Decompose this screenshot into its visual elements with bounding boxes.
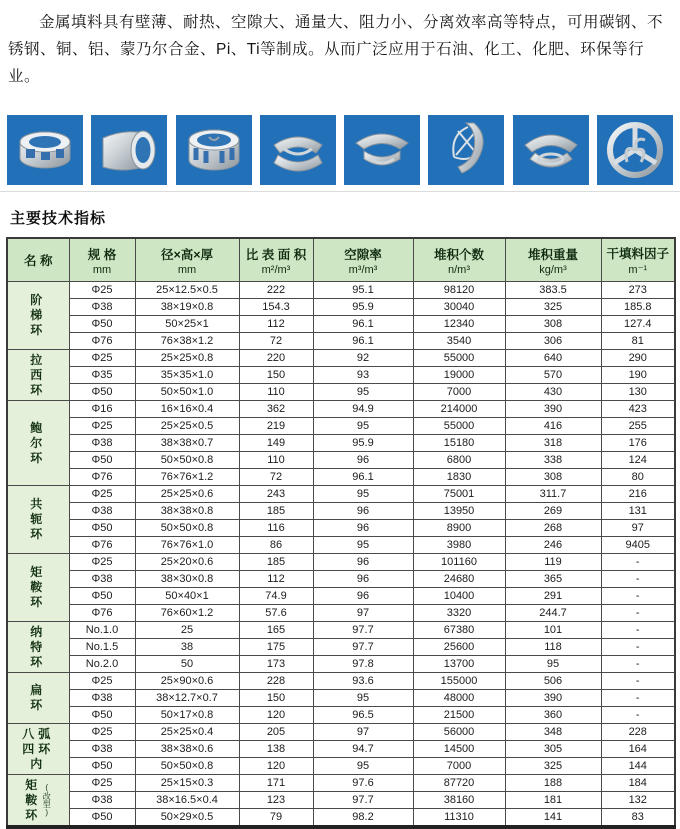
cell: 570 xyxy=(505,367,601,384)
cell: 268 xyxy=(505,520,601,537)
cell: 50×17×0.8 xyxy=(135,707,239,724)
cell: No.2.0 xyxy=(69,656,135,673)
cell: Φ25 xyxy=(69,418,135,435)
table-row xyxy=(7,401,675,418)
cell: 219 xyxy=(239,418,313,435)
table-row xyxy=(7,554,675,571)
cell: 83 xyxy=(601,809,675,828)
cell: 97.7 xyxy=(313,622,413,639)
cell: 25×90×0.6 xyxy=(135,673,239,690)
cell: 94.7 xyxy=(313,741,413,758)
cell: 12340 xyxy=(413,316,505,333)
cell: 25×25×0.6 xyxy=(135,486,239,503)
table-row xyxy=(7,741,675,758)
cell: 97.8 xyxy=(313,656,413,673)
cell: Φ25 xyxy=(69,673,135,690)
cell: 291 xyxy=(505,588,601,605)
cell: Φ50 xyxy=(69,588,135,605)
cell: Φ50 xyxy=(69,707,135,724)
cell: 155000 xyxy=(413,673,505,690)
cell: 93.6 xyxy=(313,673,413,690)
cell: 25×12.5×0.5 xyxy=(135,282,239,299)
pall-ring-photo xyxy=(176,115,252,185)
cell: 50 xyxy=(135,656,239,673)
cell: 390 xyxy=(505,401,601,418)
cell: 430 xyxy=(505,384,601,401)
cell: 10400 xyxy=(413,588,505,605)
cell: 50×50×1.0 xyxy=(135,384,239,401)
cell: 338 xyxy=(505,452,601,469)
cell: 8900 xyxy=(413,520,505,537)
group-name: 鲍 尔 环 xyxy=(7,401,69,486)
cell: 96 xyxy=(313,554,413,571)
cell: 96 xyxy=(313,588,413,605)
cell: Φ38 xyxy=(69,503,135,520)
cell: 255 xyxy=(601,418,675,435)
table-row xyxy=(7,792,675,809)
cell: 87720 xyxy=(413,775,505,792)
cell: 7000 xyxy=(413,758,505,775)
cell: 365 xyxy=(505,571,601,588)
cell: Φ38 xyxy=(69,741,135,758)
cell: 220 xyxy=(239,350,313,367)
cell: 76×76×1.2 xyxy=(135,469,239,486)
table-row xyxy=(7,571,675,588)
cell: 50×29×0.5 xyxy=(135,809,239,828)
cell: Φ25 xyxy=(69,554,135,571)
cell: 119 xyxy=(505,554,601,571)
cell: 50×50×0.8 xyxy=(135,758,239,775)
cell: 416 xyxy=(505,418,601,435)
cell: 75001 xyxy=(413,486,505,503)
cell: 57.6 xyxy=(239,605,313,622)
cell: 79 xyxy=(239,809,313,828)
cell: 76×60×1.2 xyxy=(135,605,239,622)
cell: 95 xyxy=(313,486,413,503)
cell: Φ76 xyxy=(69,469,135,486)
cell: 216 xyxy=(601,486,675,503)
spec-table xyxy=(6,237,676,829)
cell: 50×40×1 xyxy=(135,588,239,605)
cell: 55000 xyxy=(413,418,505,435)
cell: 98120 xyxy=(413,282,505,299)
cell: Φ16 xyxy=(69,401,135,418)
cell: 127.4 xyxy=(601,316,675,333)
table-row xyxy=(7,639,675,656)
group-name: 八弧 四环 内 xyxy=(7,724,69,775)
cell: 96.1 xyxy=(313,469,413,486)
cell: 93 xyxy=(313,367,413,384)
raschig-ring-icon xyxy=(91,115,167,185)
cell: 176 xyxy=(601,435,675,452)
cell: 96 xyxy=(313,503,413,520)
cell: - xyxy=(601,554,675,571)
cell: 101 xyxy=(505,622,601,639)
cell: 185.8 xyxy=(601,299,675,316)
cell: 81 xyxy=(601,333,675,350)
cell: Φ50 xyxy=(69,809,135,828)
cell: Φ25 xyxy=(69,724,135,741)
section-title: 主要技术指标 xyxy=(10,210,107,227)
table-row xyxy=(7,622,675,639)
cell: 25×25×0.5 xyxy=(135,418,239,435)
inner-arc-ring-icon xyxy=(260,115,336,185)
cell: Φ50 xyxy=(69,520,135,537)
cell: 188 xyxy=(505,775,601,792)
cell: 74.9 xyxy=(239,588,313,605)
cell: Φ50 xyxy=(69,452,135,469)
cell: 11310 xyxy=(413,809,505,828)
column-header: 堆积个数 n/m³ xyxy=(413,238,505,282)
cell: 154.3 xyxy=(239,299,313,316)
cell: 38×19×0.8 xyxy=(135,299,239,316)
cell: Φ25 xyxy=(69,282,135,299)
cell: 243 xyxy=(239,486,313,503)
table-row xyxy=(7,435,675,452)
cell: 97.7 xyxy=(313,792,413,809)
cell: 318 xyxy=(505,435,601,452)
cell: 3540 xyxy=(413,333,505,350)
cell: 112 xyxy=(239,571,313,588)
cell: 228 xyxy=(601,724,675,741)
cell: 123 xyxy=(239,792,313,809)
cell: - xyxy=(601,707,675,724)
table-body xyxy=(7,282,675,828)
cell: 95 xyxy=(313,418,413,435)
cell: No.1.5 xyxy=(69,639,135,656)
tri-lobe-ring-photo xyxy=(597,115,673,185)
cell: 120 xyxy=(239,758,313,775)
intro-paragraph: 金属填料具有壁薄、耐热、空隙大、通量大、阻力小、分离效率高等特点，可用碳钢、不锈钢、铜、铝、蒙乃尔合金、Pi、Ti等制成。从而广泛应用于石油、化工、化肥、环保等行业。 xyxy=(8,14,664,85)
cell: 141 xyxy=(505,809,601,828)
cell: 306 xyxy=(505,333,601,350)
cell: Φ25 xyxy=(69,486,135,503)
cell: 362 xyxy=(239,401,313,418)
cell: 181 xyxy=(505,792,601,809)
cell: 16×16×0.4 xyxy=(135,401,239,418)
cell: 185 xyxy=(239,503,313,520)
cell: - xyxy=(601,622,675,639)
group-name: 共 轭 环 xyxy=(7,486,69,554)
cell: No.1.0 xyxy=(69,622,135,639)
group-name: 纳 特 环 xyxy=(7,622,69,673)
cell: 95 xyxy=(505,656,601,673)
cell: 112 xyxy=(239,316,313,333)
cell: 290 xyxy=(601,350,675,367)
cell: Φ50 xyxy=(69,758,135,775)
cell: 311.7 xyxy=(505,486,601,503)
raschig-ring-photo xyxy=(91,115,167,185)
group-annotation: (改型) xyxy=(42,783,52,817)
table-row xyxy=(7,452,675,469)
conjugate-ring-photo xyxy=(344,115,420,185)
cell: 76×38×1.2 xyxy=(135,333,239,350)
pall-ring-icon xyxy=(176,115,252,185)
table-row xyxy=(7,673,675,690)
column-header: 名 称 xyxy=(7,238,69,282)
cell: 13950 xyxy=(413,503,505,520)
table-row xyxy=(7,809,675,828)
cell: 30040 xyxy=(413,299,505,316)
cell: 390 xyxy=(505,690,601,707)
cell: 3980 xyxy=(413,537,505,554)
cell: 118 xyxy=(505,639,601,656)
cell: 50×25×1 xyxy=(135,316,239,333)
cell: 92 xyxy=(313,350,413,367)
cell: Φ50 xyxy=(69,384,135,401)
cell: 150 xyxy=(239,367,313,384)
cell: 25×20×0.6 xyxy=(135,554,239,571)
table-row xyxy=(7,690,675,707)
cell: 96.5 xyxy=(313,707,413,724)
cell: 506 xyxy=(505,673,601,690)
cell: 308 xyxy=(505,469,601,486)
cell: Φ38 xyxy=(69,299,135,316)
cell: 640 xyxy=(505,350,601,367)
conjugate-ring-icon xyxy=(344,115,420,185)
group-name: 阶 梯 环 xyxy=(7,282,69,350)
cell: - xyxy=(601,588,675,605)
cell: 120 xyxy=(239,707,313,724)
table-row xyxy=(7,656,675,673)
section-divider xyxy=(0,191,680,192)
cell: 48000 xyxy=(413,690,505,707)
cell: 360 xyxy=(505,707,601,724)
cell: - xyxy=(601,605,675,622)
cell: 144 xyxy=(601,758,675,775)
cell: 124 xyxy=(601,452,675,469)
cell: 97.7 xyxy=(313,639,413,656)
cell: 15180 xyxy=(413,435,505,452)
cell: Φ38 xyxy=(69,571,135,588)
table-row xyxy=(7,384,675,401)
cell: Φ76 xyxy=(69,537,135,554)
cell: 95 xyxy=(313,690,413,707)
cell: - xyxy=(601,656,675,673)
cell: 72 xyxy=(239,469,313,486)
cell: 95.1 xyxy=(313,282,413,299)
cell: 269 xyxy=(505,503,601,520)
cell: 1830 xyxy=(413,469,505,486)
table-row xyxy=(7,503,675,520)
cell: 95.9 xyxy=(313,299,413,316)
cell: 171 xyxy=(239,775,313,792)
table-row xyxy=(7,350,675,367)
cell: 325 xyxy=(505,299,601,316)
saddle-ring-icon xyxy=(513,115,589,185)
cell: 175 xyxy=(239,639,313,656)
wire-pall-ring-icon xyxy=(428,115,504,185)
column-header: 干填料因子 m⁻¹ xyxy=(601,238,675,282)
cell: 185 xyxy=(239,554,313,571)
tri-lobe-ring-icon xyxy=(597,115,673,185)
table-row xyxy=(7,724,675,741)
inner-arc-ring-photo xyxy=(260,115,336,185)
cell: 96.1 xyxy=(313,333,413,350)
cell: 3320 xyxy=(413,605,505,622)
cell: 50×50×0.8 xyxy=(135,520,239,537)
cell: 38 xyxy=(135,639,239,656)
cell: 6800 xyxy=(413,452,505,469)
cell: 38×30×0.8 xyxy=(135,571,239,588)
cell: 95.9 xyxy=(313,435,413,452)
cell: 55000 xyxy=(413,350,505,367)
cell: 24680 xyxy=(413,571,505,588)
cell: 150 xyxy=(239,690,313,707)
cell: 25600 xyxy=(413,639,505,656)
group-name: 矩 鞍 环 xyxy=(7,554,69,622)
cell: 94.9 xyxy=(313,401,413,418)
table-row xyxy=(7,537,675,554)
cascade-ring-photo xyxy=(7,115,83,185)
cell: 244.7 xyxy=(505,605,601,622)
cell: 96 xyxy=(313,452,413,469)
cell: 97.6 xyxy=(313,775,413,792)
cell: - xyxy=(601,639,675,656)
cell: 7000 xyxy=(413,384,505,401)
cell: Φ25 xyxy=(69,775,135,792)
cell: 131 xyxy=(601,503,675,520)
table-row xyxy=(7,486,675,503)
cascade-ring-icon xyxy=(7,115,83,185)
cell: 423 xyxy=(601,401,675,418)
cell: 308 xyxy=(505,316,601,333)
cell: 246 xyxy=(505,537,601,554)
cell: Φ25 xyxy=(69,350,135,367)
cell: 149 xyxy=(239,435,313,452)
cell: 110 xyxy=(239,452,313,469)
cell: Φ76 xyxy=(69,333,135,350)
table-row xyxy=(7,299,675,316)
cell: 56000 xyxy=(413,724,505,741)
cell: 96.1 xyxy=(313,316,413,333)
wire-pall-ring-photo xyxy=(428,115,504,185)
column-header: 规 格 mm xyxy=(69,238,135,282)
cell: 21500 xyxy=(413,707,505,724)
column-header: 堆积重量 kg/m³ xyxy=(505,238,601,282)
cell: 50×50×0.8 xyxy=(135,452,239,469)
cell: Φ38 xyxy=(69,690,135,707)
cell: 96 xyxy=(313,520,413,537)
table-row xyxy=(7,758,675,775)
cell: 184 xyxy=(601,775,675,792)
cell: 383.5 xyxy=(505,282,601,299)
column-header: 径×高×厚 mm xyxy=(135,238,239,282)
cell: 9405 xyxy=(601,537,675,554)
cell: 164 xyxy=(601,741,675,758)
cell: - xyxy=(601,690,675,707)
saddle-ring-photo xyxy=(513,115,589,185)
cell: 190 xyxy=(601,367,675,384)
cell: 165 xyxy=(239,622,313,639)
cell: 19000 xyxy=(413,367,505,384)
cell: 273 xyxy=(601,282,675,299)
cell: - xyxy=(601,571,675,588)
cell: 214000 xyxy=(413,401,505,418)
cell: Φ35 xyxy=(69,367,135,384)
cell: 25 xyxy=(135,622,239,639)
cell: 76×76×1.0 xyxy=(135,537,239,554)
product-gallery xyxy=(7,115,673,185)
table-row xyxy=(7,469,675,486)
cell: 228 xyxy=(239,673,313,690)
table-row xyxy=(7,367,675,384)
cell: 97 xyxy=(601,520,675,537)
cell: 38×38×0.7 xyxy=(135,435,239,452)
cell: 95 xyxy=(313,758,413,775)
cell: 25×15×0.3 xyxy=(135,775,239,792)
cell: 101160 xyxy=(413,554,505,571)
cell: 116 xyxy=(239,520,313,537)
table-row xyxy=(7,282,675,299)
cell: 173 xyxy=(239,656,313,673)
column-header: 比 表 面 积 m²/m³ xyxy=(239,238,313,282)
cell: 98.2 xyxy=(313,809,413,828)
cell: 222 xyxy=(239,282,313,299)
cell: 38×16.5×0.4 xyxy=(135,792,239,809)
cell: 35×35×1.0 xyxy=(135,367,239,384)
group-name: 拉 西 环 xyxy=(7,350,69,401)
cell: 13700 xyxy=(413,656,505,673)
cell: 205 xyxy=(239,724,313,741)
table-row xyxy=(7,316,675,333)
table-header-row xyxy=(7,238,675,282)
cell: 130 xyxy=(601,384,675,401)
cell: Φ38 xyxy=(69,435,135,452)
cell: 38×12.7×0.7 xyxy=(135,690,239,707)
group-name: 矩 鞍 环 (改型) xyxy=(7,775,69,828)
cell: 80 xyxy=(601,469,675,486)
table-row xyxy=(7,588,675,605)
table-row xyxy=(7,775,675,792)
cell: 86 xyxy=(239,537,313,554)
cell: 95 xyxy=(313,384,413,401)
cell: 38×38×0.8 xyxy=(135,503,239,520)
cell: 67380 xyxy=(413,622,505,639)
cell: - xyxy=(601,673,675,690)
table-row xyxy=(7,520,675,537)
table-row xyxy=(7,333,675,350)
cell: 72 xyxy=(239,333,313,350)
column-header: 空隙率 m³/m³ xyxy=(313,238,413,282)
table-row xyxy=(7,707,675,724)
table-row xyxy=(7,605,675,622)
cell: 132 xyxy=(601,792,675,809)
cell: 96 xyxy=(313,571,413,588)
cell: Φ76 xyxy=(69,605,135,622)
cell: 25×25×0.8 xyxy=(135,350,239,367)
cell: 110 xyxy=(239,384,313,401)
cell: Φ38 xyxy=(69,792,135,809)
cell: 97 xyxy=(313,724,413,741)
cell: 25×25×0.4 xyxy=(135,724,239,741)
group-name: 扁 环 xyxy=(7,673,69,724)
cell: Φ50 xyxy=(69,316,135,333)
cell: 38×38×0.6 xyxy=(135,741,239,758)
cell: 138 xyxy=(239,741,313,758)
cell: 97 xyxy=(313,605,413,622)
cell: 348 xyxy=(505,724,601,741)
cell: 95 xyxy=(313,537,413,554)
cell: 325 xyxy=(505,758,601,775)
cell: 305 xyxy=(505,741,601,758)
cell: 38160 xyxy=(413,792,505,809)
cell: 14500 xyxy=(413,741,505,758)
table-row xyxy=(7,418,675,435)
